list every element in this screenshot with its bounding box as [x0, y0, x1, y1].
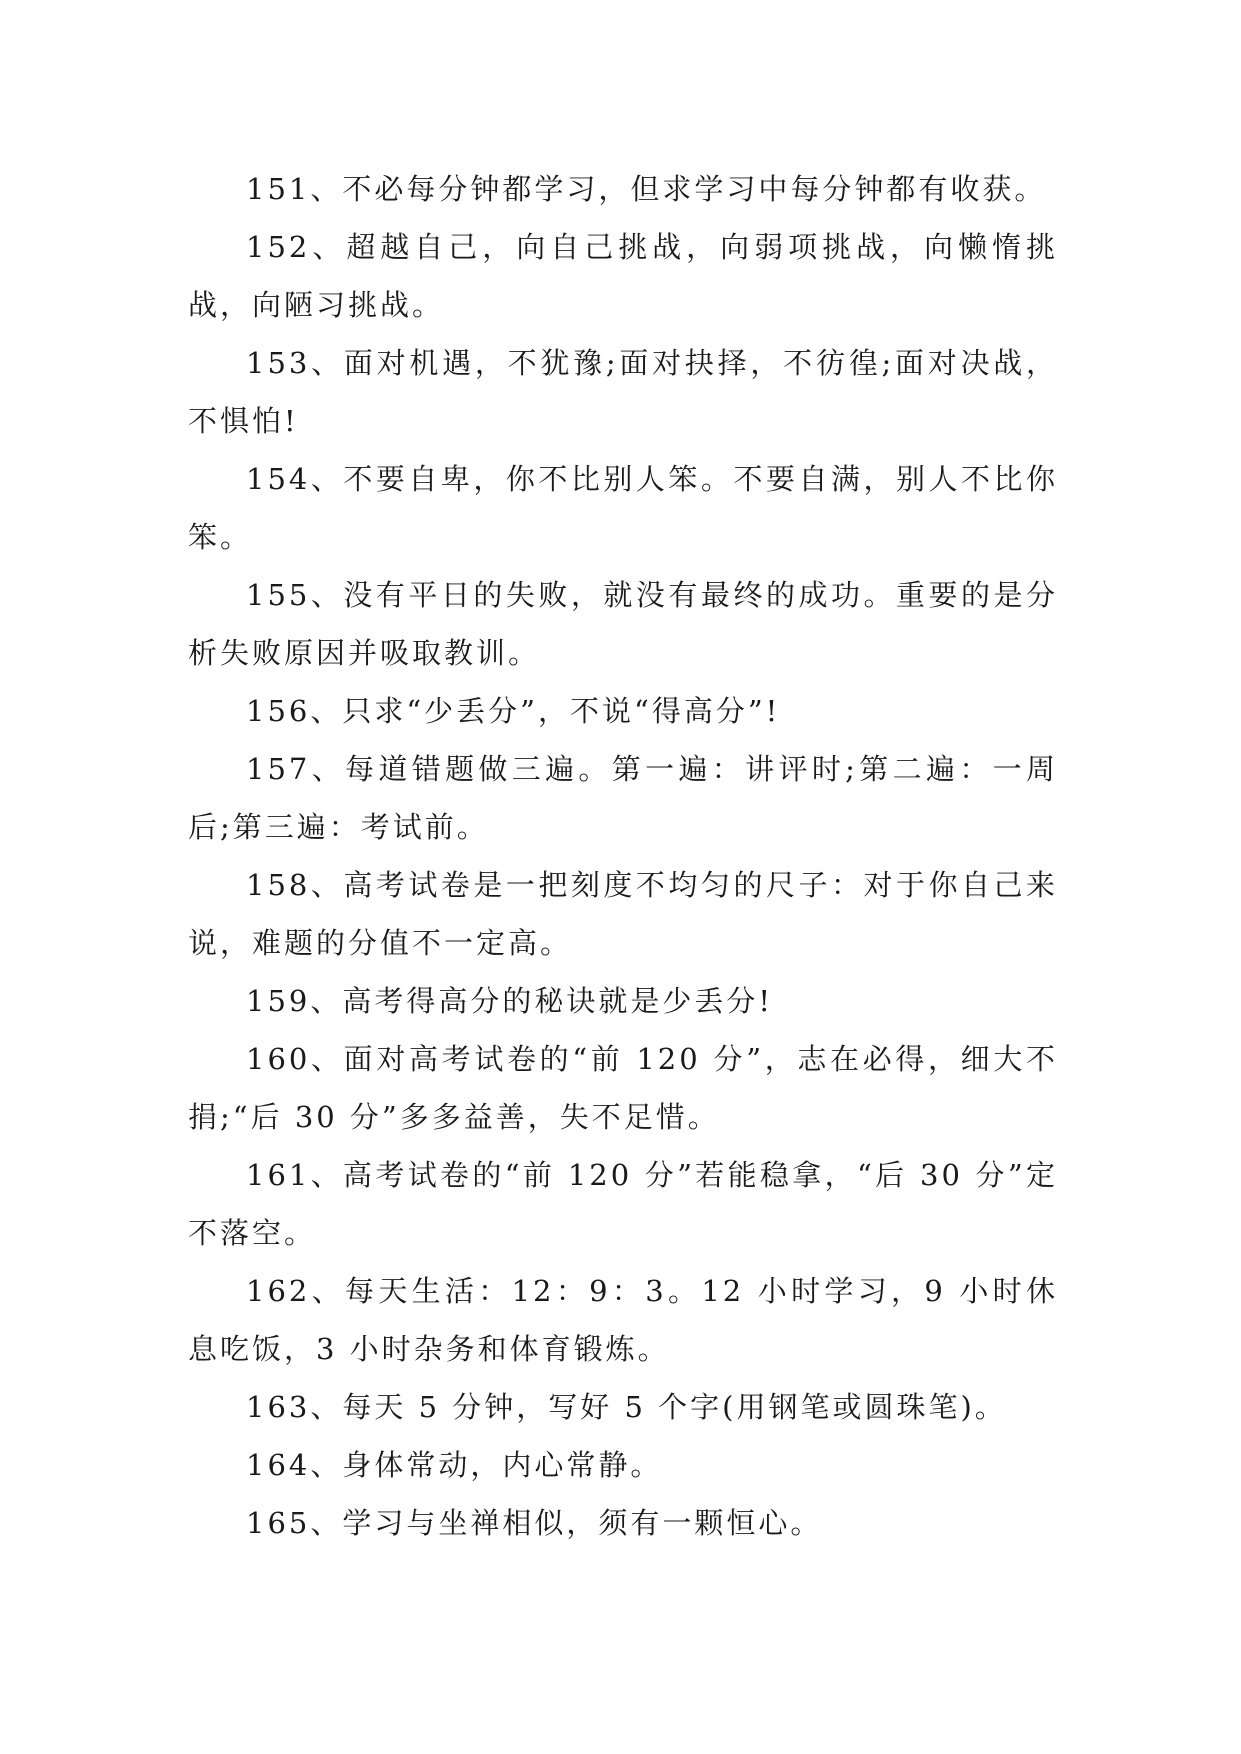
paragraph-156: 156、只求“少丢分”，不说“得高分”! — [246, 694, 781, 728]
paragraph-163: 163、每天 5 分钟，写好 5 个字(用钢笔或圆珠笔)。 — [246, 1390, 1007, 1424]
paragraph-151: 151、不必每分钟都学习，但求学习中每分钟都有收获。 — [246, 172, 1047, 206]
paragraph-159: 159、高考得高分的秘诀就是少丢分! — [246, 984, 774, 1018]
paragraph-152: 152、超越自己，向自己挑战，向弱项挑战，向懒惰挑战，向陋习挑战。 — [188, 230, 1058, 322]
paragraph-162: 162、每天生活：12：9：3。12 小时学习，9 小时休息吃饭，3 小时杂务和体育锻炼。 — [188, 1274, 1058, 1366]
paragraph-160: 160、面对高考试卷的“前 120 分”，志在必得，细大不捐;“后 30 分”多多益善，失不足惜。 — [188, 1042, 1058, 1134]
paragraph-164: 164、身体常动，内心常静。 — [246, 1448, 663, 1482]
document-body — [188, 160, 1058, 1552]
paragraph-161: 161、高考试卷的“前 120 分”若能稳拿，“后 30 分”定不落空。 — [188, 1158, 1058, 1250]
paragraph-157: 157、每道错题做三遍。第一遍：讲评时;第二遍：一周后;第三遍：考试前。 — [188, 752, 1058, 844]
paragraph-154: 154、不要自卑，你不比别人笨。不要自满，别人不比你笨。 — [188, 462, 1058, 554]
paragraph-153: 153、面对机遇，不犹豫;面对抉择，不彷徨;面对决战，不惧怕! — [188, 346, 1058, 438]
paragraph-158: 158、高考试卷是一把刻度不均匀的尺子：对于你自己来说，难题的分值不一定高。 — [188, 868, 1058, 960]
paragraph-165: 165、学习与坐禅相似，须有一颗恒心。 — [246, 1506, 823, 1540]
paragraph-155: 155、没有平日的失败，就没有最终的成功。重要的是分析失败原因并吸取教训。 — [188, 578, 1058, 670]
